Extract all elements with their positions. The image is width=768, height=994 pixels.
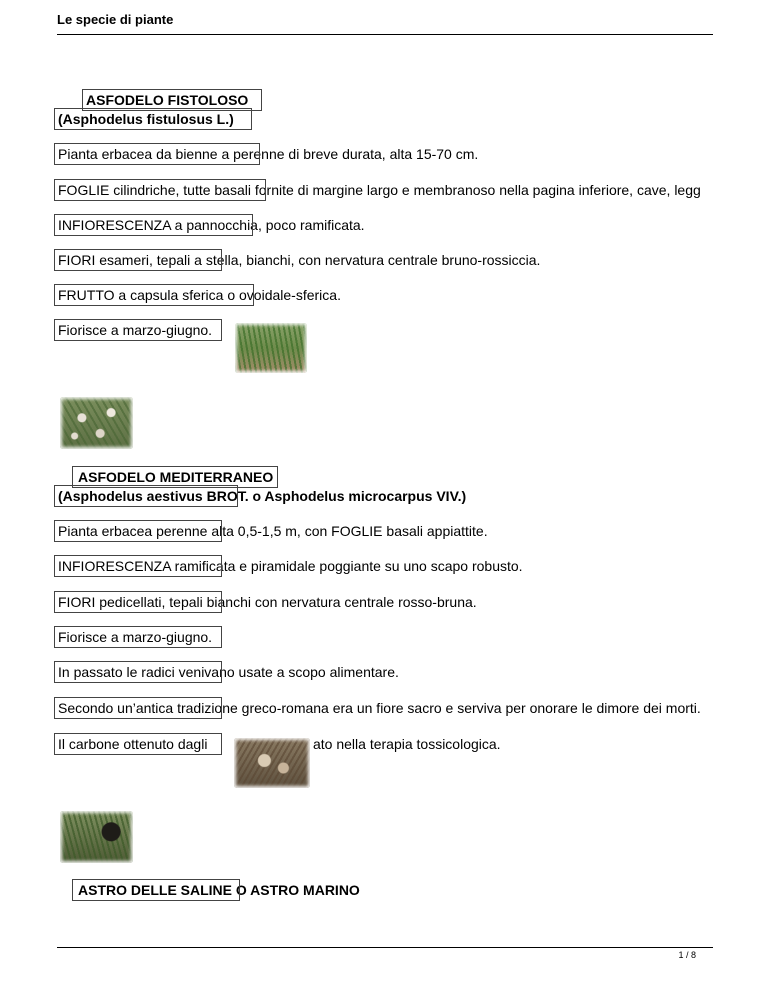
section1-subtitle: (Asphodelus fistulosus L.) (58, 111, 234, 127)
section1-line-3: INFIORESCENZA a pannocchia, poco ramificata. (58, 217, 365, 233)
footer-divider (57, 947, 713, 948)
section2-line-1: Pianta erbacea perenne alta 0,5-1,5 m, con FOGLIE basali appiattite. (58, 523, 488, 539)
plant-photo-1 (235, 323, 307, 373)
section1-line-2: FOGLIE cilindriche, tutte basali fornite di margine largo e membranoso nella pagina inferiore, cave, legg (58, 182, 701, 198)
section2-subtitle: (Asphodelus aestivus BROT. o Asphodelus microcarpus VIV.) (58, 488, 467, 504)
header-divider (57, 34, 713, 35)
section2-line-4: Fiorisce a marzo-giugno. (58, 629, 213, 645)
section2-line-2: INFIORESCENZA ramificata e piramidale poggiante su uno scapo robusto. (58, 558, 523, 574)
section1-line-1: Pianta erbacea da bienne a perenne di breve durata, alta 15-70 cm. (58, 146, 479, 162)
section1-title: ASFODELO FISTOLOSO (86, 92, 249, 108)
page-header-title: Le specie di piante (57, 12, 174, 27)
section1-line-4: FIORI esameri, tepali a stella, bianchi, con nervatura centrale bruno-rossiccia. (58, 252, 541, 268)
page-number: 1 / 8 (678, 950, 696, 960)
plant-photo-2 (60, 397, 133, 449)
section1-line-6: Fiorisce a marzo-giugno. (58, 322, 213, 338)
plant-photo-3 (234, 738, 310, 788)
section2-line-7-tail: ato nella terapia tossicologica. (313, 736, 501, 752)
section3-title: ASTRO DELLE SALINE O ASTRO MARINO (78, 882, 360, 898)
section1-line-5: FRUTTO a capsula sferica o ovoidale-sferica. (58, 287, 341, 303)
section2-line-3: FIORI pedicellati, tepali bianchi con nervatura centrale rosso-bruna. (58, 594, 477, 610)
section2-line-6: Secondo un’antica tradizione greco-romana era un fiore sacro e serviva per onorare le dimore dei morti. (58, 700, 701, 716)
section2-line-7: Il carbone ottenuto dagli (58, 736, 208, 752)
section2-title: ASFODELO MEDITERRANEO (78, 469, 274, 485)
section2-line-5: In passato le radici venivano usate a scopo alimentare. (58, 664, 399, 680)
plant-photo-4 (60, 811, 133, 863)
